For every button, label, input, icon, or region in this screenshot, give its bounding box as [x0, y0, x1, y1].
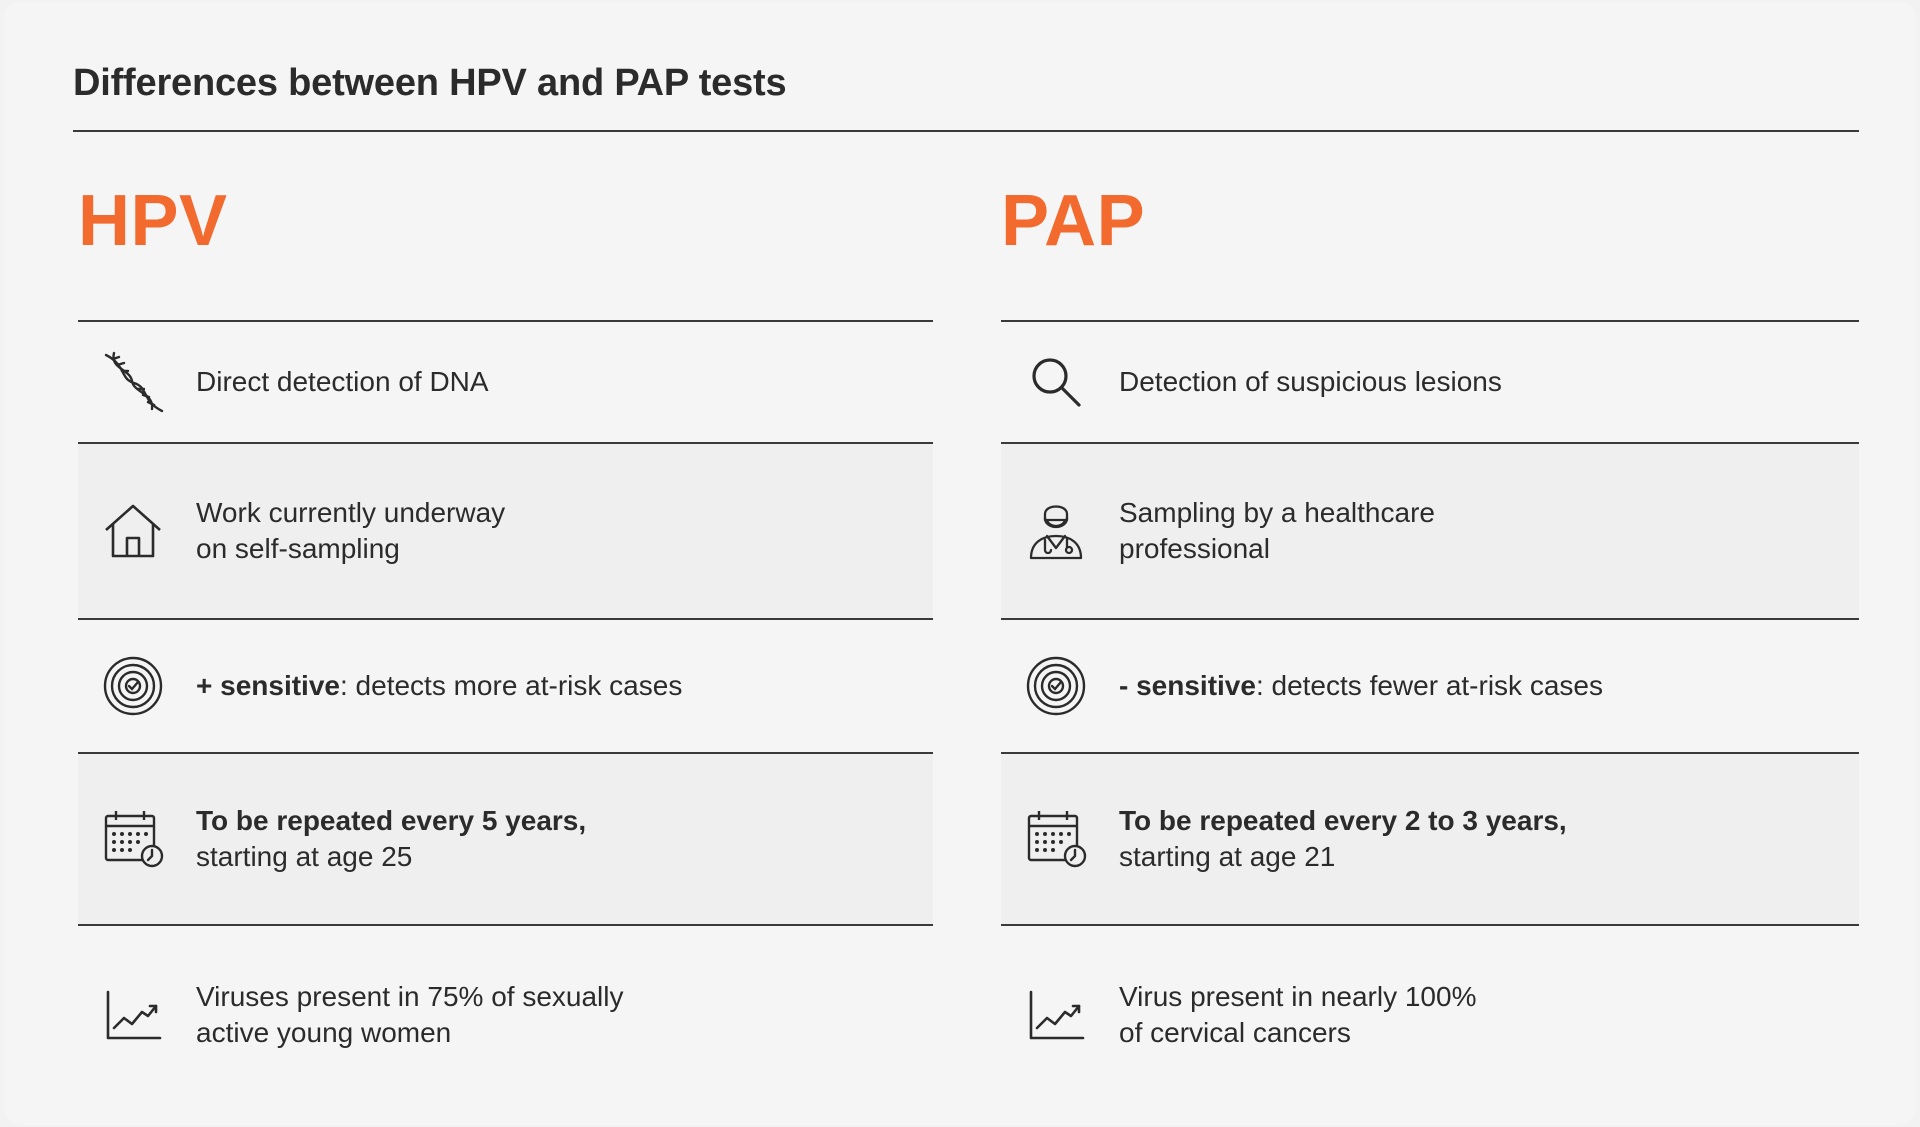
comparison-card [4, 2, 1916, 1125]
hpv-row-frequency [78, 752, 933, 924]
page-title: Differences between HPV and PAP tests [73, 62, 787, 104]
row-text-line1: Viruses present in 75% of sexually [196, 981, 624, 1012]
row-text-bold: + sensitive [196, 670, 340, 701]
pap-row-sensitivity [1001, 618, 1859, 752]
row-text-line2: starting at age 25 [196, 841, 413, 872]
pap-row-lesions [1001, 320, 1859, 442]
row-text: : detects more at-risk cases [339, 670, 683, 701]
row-text-bold: - sensitive [1119, 670, 1256, 701]
row-text: Direct detection of DNA [196, 366, 489, 397]
trend-chart-icon [100, 982, 166, 1048]
house-icon [100, 498, 166, 564]
row-text-line1: Sampling by a healthcare [1119, 497, 1435, 528]
title-divider [73, 130, 1859, 132]
calendar-clock-icon [100, 806, 166, 872]
target-icon [100, 653, 166, 719]
pap-row-prevalence [1001, 924, 1859, 1104]
hpv-row-self-sampling [78, 442, 933, 618]
hpv-row-dna [78, 320, 933, 442]
doctor-icon [1023, 498, 1089, 564]
row-text: Detection of suspicious lesions [1119, 366, 1502, 397]
row-text-bold: To be repeated every 2 to 3 years, [1119, 805, 1567, 836]
pap-row-professional [1001, 442, 1859, 618]
trend-chart-icon [1023, 982, 1089, 1048]
hpv-row-prevalence [78, 924, 933, 1104]
row-text-line2: on self-sampling [196, 533, 400, 564]
target-icon [1023, 653, 1089, 719]
calendar-clock-icon [1023, 806, 1089, 872]
row-text-line1: Work currently underway [196, 497, 506, 528]
row-text-bold: To be repeated every 5 years, [196, 805, 587, 836]
magnifier-icon [1023, 349, 1089, 415]
hpv-heading: HPV [78, 181, 228, 261]
row-text-line2: professional [1119, 533, 1270, 564]
hpv-row-sensitivity [78, 618, 933, 752]
row-text-line1: Virus present in nearly 100% [1119, 981, 1477, 1012]
dna-icon [100, 349, 166, 415]
row-text-line2: active young women [196, 1017, 452, 1048]
row-text: : detects fewer at-risk cases [1255, 670, 1603, 701]
pap-heading: PAP [1001, 181, 1146, 261]
row-text-line2: of cervical cancers [1119, 1017, 1351, 1048]
row-text-line2: starting at age 21 [1119, 841, 1336, 872]
pap-row-frequency [1001, 752, 1859, 924]
